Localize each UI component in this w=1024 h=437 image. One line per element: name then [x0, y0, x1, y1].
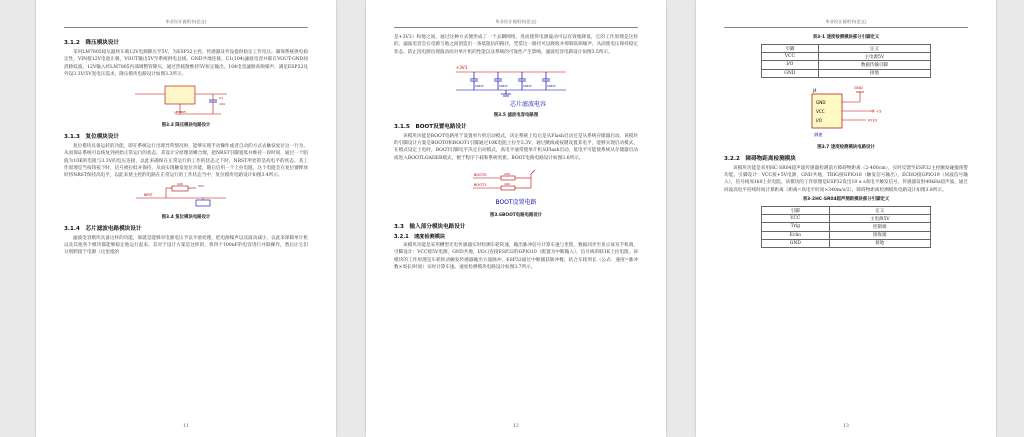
figure-title: 芯片滤波电容	[509, 100, 547, 108]
table-header-cell: 引脚	[762, 45, 819, 53]
figure-caption: 图3.3 降压模块电路设计	[161, 123, 211, 129]
speed-sensor-figure	[786, 82, 906, 142]
table-cell: 控制端	[829, 223, 930, 231]
pin-label-vcc: VCC	[816, 108, 825, 114]
table-cell: 主电源5V	[818, 53, 930, 61]
figure-caption: 图3.5 滤波电容电路图	[493, 112, 539, 118]
section-heading: 3.2.2 障碍物距离检测模块	[724, 155, 796, 162]
figure-caption: 图3.7 速度检测模块电路设计	[817, 144, 875, 150]
resistor-label: 10K	[177, 181, 183, 186]
page-header: 毕业设计说明书(论文)	[394, 18, 638, 28]
vcc-net-label: +5	[876, 108, 882, 114]
io-net-label: IO10	[868, 117, 877, 123]
table-cell: I/O	[762, 61, 819, 69]
table-row	[762, 223, 931, 231]
table-cell: Trig	[762, 223, 830, 231]
page-number: 13	[843, 424, 849, 429]
pin-definition-table	[761, 206, 931, 248]
resistor-label: 10K	[504, 182, 510, 187]
table-cell: GND	[762, 239, 830, 247]
section-heading: 3.1.3 复位模块设计	[64, 134, 120, 141]
nrst-net-label: NRST	[144, 192, 153, 197]
resistor-label: 10K	[504, 172, 510, 177]
vcc-net-label: 3V3	[198, 183, 204, 188]
document-page-3	[696, 0, 996, 437]
capacitor-value-label: 100nF	[547, 83, 556, 88]
table-cell: 数据传输引脚	[818, 61, 930, 69]
subsection-heading: 3.2.1 速度检测模块	[394, 234, 446, 241]
table-cell: VCC	[762, 53, 819, 61]
page-header: 毕业设计说明书(论文)	[64, 18, 308, 28]
table-row	[762, 53, 931, 61]
table-cell: 接地	[818, 69, 930, 77]
table-header-cell: 定义	[829, 206, 930, 214]
capacitor-ref-label: C1	[219, 96, 224, 101]
body-paragraph: 该模块功能是采用HC-SR04超声波传感器检测前方障碍物距离（2-400cm），实时反馈至ESP32主控触发碰撞预警功能。引脚设计：VCC接+5V电源，GND共地，TRIG接GPIO18（触发信号输出），ECHO接GPIO19（回波信号输入），信号线加1k0上拉电阻。该模块的工作原理是ESP32发出10 u s高电平触发信号，传感器发射40kHz超声波，通过回波高电平持续时间计算距离（距离=高电平时间×340m/s/2），障碍物距离检测模块电路设计如图3.8所示。	[724, 165, 968, 193]
document-page-1	[36, 0, 336, 437]
table-cell: VCC	[762, 215, 830, 223]
table-row	[762, 69, 931, 77]
section-heading: 3.1.4 芯片滤波电路模块设计	[64, 225, 142, 232]
regulator-label: LM7805	[174, 110, 186, 115]
body-paragraph: 是+3V3）和地之间，通过这种方式便形成了一个去耦网络，进而使得电源波动可以有效地降低，它的工作原理是这样的，滤波电容会在电源与地之间创造出一条低阻抗的路径，凭借这一路径可以吸收并抑制高频噪声，从而使电压保持稳定状态，防止因电源出现波动而对单片机的性能以及系统的可靠性产生影响，滤波电容电路设计如图3.5所示。	[394, 35, 638, 55]
section-heading: 3.3 输入部分模块电路设计	[394, 224, 466, 231]
table-cell: 接收端	[829, 231, 930, 239]
table-row	[762, 231, 931, 239]
connector-ref-label: J4	[813, 87, 817, 93]
table-cell: 主电源5V	[829, 215, 930, 223]
body-paragraph: 采用LM7805稳压器将车载12V电源降压至5V，为ESP32主控、传感器及外设提供稳定工作电压。确保系统供电稳定性，VIN接12V电池正极，VOUT输出5V至系统供电总线，GND共地连接。C1(104)滤波电容并联在VOUT-GND间消除纹波，12V输入经LM7805内部调整管降压，通过热耗散维持5V恒定输出，104电容滤除高频噪声，满足ESP32及外设3.3V/5V宽电压需求，降压模块电路设计如图3.3所示。	[64, 50, 308, 77]
table-header-cell: 引脚	[762, 206, 830, 214]
body-paragraph: 滤波电容模块具备这样的功能，那就是能够对电源电压予以平滑处理，把电源噪声以及波动减小，以此来保障单片机以及其他各个模块都能够稳定地运行起来。其对于设计方案是这样的，将四个100nF的电容进行并联操作，然后让它们分别跨接于电源（这里指的	[64, 235, 308, 256]
table-caption: 表3-2HC-SR04超声测距模块部分引脚定义	[802, 196, 890, 202]
boot-circuit-figure	[461, 166, 571, 210]
pin-definition-table	[761, 44, 931, 78]
table-row	[762, 215, 931, 223]
section-heading: 3.1.2 降压模块设计	[64, 40, 120, 46]
figure-title: BOOT设置电路	[495, 199, 537, 207]
body-paragraph: 该模块功能是BOOT电路用于设置单片机启动模式，决定系统上电后是从Flash启动还是从系统存储器启动。该模块的引脚设计方案是BOOT0和BOOT1引脚通过10K电阻上拉至3.3V，通过跳线或按键设置其电平，能够实现启动模式，在模式设定上电时，BOOT引脚电平决定启动模式，高电平通常使单片机从Flash启动，低电平可能使系统从存储器启动或进入BOOTLOADER模式，便于程序下载和系统更新。BOOT电路电路设计如图3.6所示。	[394, 133, 638, 161]
capacitor-value-label: 104	[219, 102, 225, 107]
table-header-cell: 定义	[818, 45, 930, 53]
table-row	[762, 239, 931, 247]
section-heading: 3.1.5 BOOT设置电路设计	[394, 123, 467, 130]
capacitor-value-label: 100nF	[475, 83, 484, 88]
page-header: 毕业设计说明书(论文)	[724, 18, 968, 28]
rail-label: +3V3	[456, 64, 468, 70]
boot0-pin-label: BOOT0	[474, 173, 487, 178]
figure-caption: 图3.6BOOT电路电路设计	[489, 213, 543, 219]
gnd-net-label: GND	[854, 84, 863, 90]
table-cell: 接地	[829, 239, 930, 247]
page-number: 11	[183, 424, 189, 429]
figure-caption: 图3.4 复位模块电路设计	[161, 214, 211, 220]
filter-capacitor-figure	[446, 60, 586, 110]
module-name-label: 测速	[814, 131, 823, 137]
table-caption: 表3-1 速度检测模块部分引脚定义	[812, 35, 880, 40]
table-cell: Echo	[762, 231, 830, 239]
body-paragraph: 复位模块具备运转的功能，即在系统运行出现异常情况时，能够实现手动操作或者自动的方式去触发复位这一行为，从而保证系统可以恢复到初始正常运行的状态。其设计分原理清晰合理，把NRST引脚置低并维持一段时间，通过一个阻值为10K的电阻与3.3V的电压连接，以此来确保在正常运行的工作的状态之下时，NRST所处的是高电平的状态。其工作原理是当按钮按下时，信号被拉低并保持，从而实现触发复位功能，随后启用一个上拉电阻，这个电阻会在复位键释放时将NRST保持高电平，以此来使主控的电路在正常运行的工作状态当中，复位模块电路设计如图3.4所示。	[64, 144, 308, 179]
buck-circuit-figure	[131, 80, 241, 120]
body-paragraph: 该模块功能是采用槽型光电传感器实时检测车轮转速，输出脉冲信号计算车速与里程，数据同步至显示屏及手机端，引脚设计：VCC接5V电源，GND共地，I/O口连接ESP32的GPIO10（配置为中断输入），信号线串联1K上拉电阻。该模块的工作原理是车轮转动触发传感器输出方波脉冲，ESP32通过中断捕获脉冲数，结合车轮周长（公式：速度=脉冲数×周长/时间）实时计算车速。速度检测模块电路设计如图3.7所示。	[394, 243, 638, 270]
capacitor-value-label: 100nF	[523, 83, 532, 88]
boot1-pin-label: BOOT1	[474, 183, 487, 188]
reset-circuit-figure	[126, 182, 246, 212]
table-cell: GND	[762, 69, 819, 77]
pin-label-io: I/O	[816, 117, 822, 123]
document-page-2	[366, 0, 666, 437]
pin-label-gnd: GND	[816, 99, 826, 105]
page-number: 12	[513, 424, 519, 429]
table-row	[762, 61, 931, 69]
capacitor-value-label: 100nF	[499, 83, 508, 88]
